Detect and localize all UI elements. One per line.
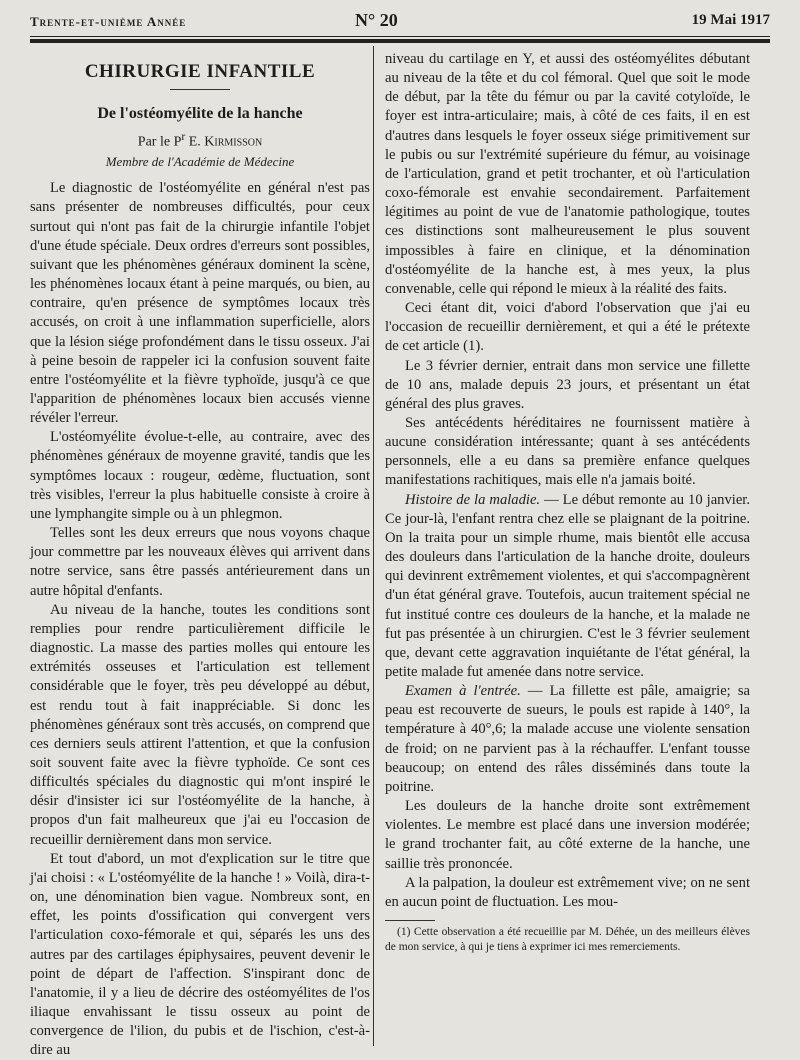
paragraph: Ceci étant dit, voici d'abord l'observation que j'ai eu l'occasion de recueillir dernièrement, et qui a été le prétexte de cet article (1).: [385, 300, 750, 355]
article-author: [30, 127, 370, 152]
paragraph: Le 3 février dernier, entrait dans mon service une fillette de 10 ans, malade depuis 23 jours, et présentant un état général des plus graves.: [385, 357, 750, 412]
paragraph: Au niveau de la hanche, toutes les conditions sont remplies pour rendre particulièrement difficile le diagnostic. La masse des parties molles qui entoure les extrémités osseuses et l'articulation est tellement considérable que le foyer, très peu développé au début, est rendu tout à fait inappréciable. Si donc les phénomènes généraux sont très accusés, on comprend que ces derniers seuls attirent l'attention, et que la confusion soit souvent faite avec la fièvre typhoïde. Ce sont ces difficultés spéciales du diagnostic qui m'ont inspiré le désir d'insister ici sur l'ostéomyélite de la hanche, à propos d'un fait malheureux que j'ai eu l'occasion de recueillir dernièrement dans mon service.: [30, 601, 370, 848]
article-title: De l'ostéomyélite de la hanche: [97, 105, 303, 123]
right-column: [385, 50, 750, 955]
author-prefix-sup: r: [181, 130, 186, 144]
section-title: CHIRURGIE INFANTILE: [84, 61, 316, 82]
paragraph: Telles sont les deux erreurs que nous voyons chaque jour commettre par les nouveaux élèves qui arrivent dans notre service, sans être passés antérieurement dans un autre hôpital d'enfants.: [30, 525, 370, 599]
paragraph: Le diagnostic de l'ostéomyélite en général n'est pas sans présenter de nombreuses difficultés, pour ceux surtout qui n'ont pas fait de la chirurgie infantile l'objet d'une étude spéciale. Deux ordres d'erreurs sont possibles, suivant que les phénomènes généraux dominent la scène, les phénomènes locaux étant à peine marqués, ou bien, au contraire, qu'en présence de symptômes locaux très accusés, on croit à une inflammation superficielle, alors que la lésion siége profondément dans le tissu osseux. J'ai à peine besoin de rappeler ici la confusion souvent faite entre l'ostéomyélite et la fièvre typhoïde, jusqu'à ce que l'apparition de phénomènes locaux bien accusés vienne révéler l'erreur.: [30, 180, 370, 427]
paragraph: [385, 491, 750, 683]
history-heading: Histoire de la maladie.: [405, 491, 541, 508]
paragraph: Les douleurs de la hanche droite sont extrêmement violentes. Le membre est placé dans une inversion modérée; le grand trochanter fait, au côté externe de la hanche, une saillie très prononcée.: [385, 798, 750, 872]
page-header: [30, 10, 770, 34]
author-prefix: Par le P: [137, 134, 182, 150]
footnote: (1) Cette observation a été recueillie par M. Déhée, un des meilleurs élèves de mon service, à qui je tiens à exprimer ici mes remerciements.: [385, 926, 750, 954]
section-rule: [170, 89, 230, 90]
footnote-rule: [385, 920, 435, 921]
paragraph: A la palpation, la douleur est extrêmement vive; on ne sent en aucun point de fluctuation. Les mou-: [385, 874, 750, 910]
header-rule-thick: [30, 39, 770, 43]
paragraph: L'ostéomyélite évolue-t-elle, au contraire, avec des phénomènes généraux de moyenne gravité, tandis que les symptômes locaux : rougeur, œdème, fluctuation, sont très visibles, l'erreur la plus habituelle consiste à croire à une lymphangite simple ou à un phlegmon.: [30, 429, 370, 522]
left-column: [30, 50, 370, 1060]
paragraph: Et tout d'abord, un mot d'explication sur le titre que j'ai choisi : « L'ostéomyélite de la hanche ! » Voilà, dira-t-on, une dénomination bien vague. Nombreux sont, en effet, les points d'ossification qui convergent vers l'articulation coxo-fémorale et qui, séparés les uns des autres par des cartilages épiphysaires, peuvent devenir le point de départ de l'affection. S'inspirant donc de l'anatomie, il y a lieu de décrire des ostéomyélites de l'os iliaque envahissant le tissu osseux au point de convergence de l'ilion, du pubis et de l'ischion, c'est-à-dire au: [30, 850, 370, 1059]
issue-date: 19 Mai 1917: [691, 12, 770, 28]
paragraph: niveau du cartilage en Y, et aussi des ostéomyélites débutant au niveau de la tête et du col fémoral. Quel que soit le mode de début, par la tête du fémur ou par la cavité cotyloïde, le foyer est intra-articulaire; mais, à côté de ces faits, il en est d'autres dans lesquels le foyer osseux siége primitivement sur le pubis ou sur l'extrémité supérieure du fémur, au voisinage de l'articulation, grand et petit trochanter, et où l'articulation coxo-fémorale est envahie secondairement. Parfaitement légitimes au point de vue de l'anatomie pathologique, toutes ces distinctions sont malheureusement le plus souvent impossibles à faire en clinique, et la dénomination d'ostéomyélite de la hanche est, à mes yeux, la plus convenable, celle qui répond le mieux à la réalité des faits.: [385, 51, 750, 297]
journal-volume: Trente-et-unième Année: [30, 14, 187, 29]
author-name: E. Kirmisson: [188, 134, 263, 150]
column-divider: [373, 46, 374, 1046]
history-text: — Le début remonte au 10 janvier. Ce jour-là, l'enfant rentra chez elle se plaignant de la poitrine. On la traita pour un simple rhume, mais bientôt elle accusa des douleurs dans l'articulation de la hanche droite, douleurs qui devinrent extrêmement violentes, et qui s'accompagnèrent d'un état général grave. Toutefois, aucun traitement spécial ne fut institué contre ces douleurs de la hanche, et la malade ne fut pas présentée à un chirurgien. C'est le 3 février seulement que, devant cette aggravation inquiétante de l'état général, la petite malade fut amenée dans notre service.: [385, 491, 750, 680]
header-rule-thin: [30, 36, 770, 37]
exam-heading: Examen à l'entrée.: [405, 683, 521, 700]
paragraph: [385, 682, 750, 797]
exam-text: — La fillette est pâle, amaigrie; sa peau est recouverte de sueurs, le pouls est rapide à 140°, la température à 40°,6; la malade accuse une violente sensation de froid; on ne parvient pas à la réchauffer. L'enfant tousse beaucoup; on entend des râles disséminés dans toute la poitrine.: [385, 683, 750, 795]
issue-number: N° 20: [355, 10, 398, 30]
paragraph: Ses antécédents héréditaires ne fournissent matière à aucune considération intéressante; quant à ses antécédents personnels, elle a eu dans sa première enfance quelques manifestations rachitiques, mais elle n'a jamais boité.: [385, 414, 750, 489]
author-affiliation: Membre de l'Académie de Médecine: [105, 154, 295, 170]
